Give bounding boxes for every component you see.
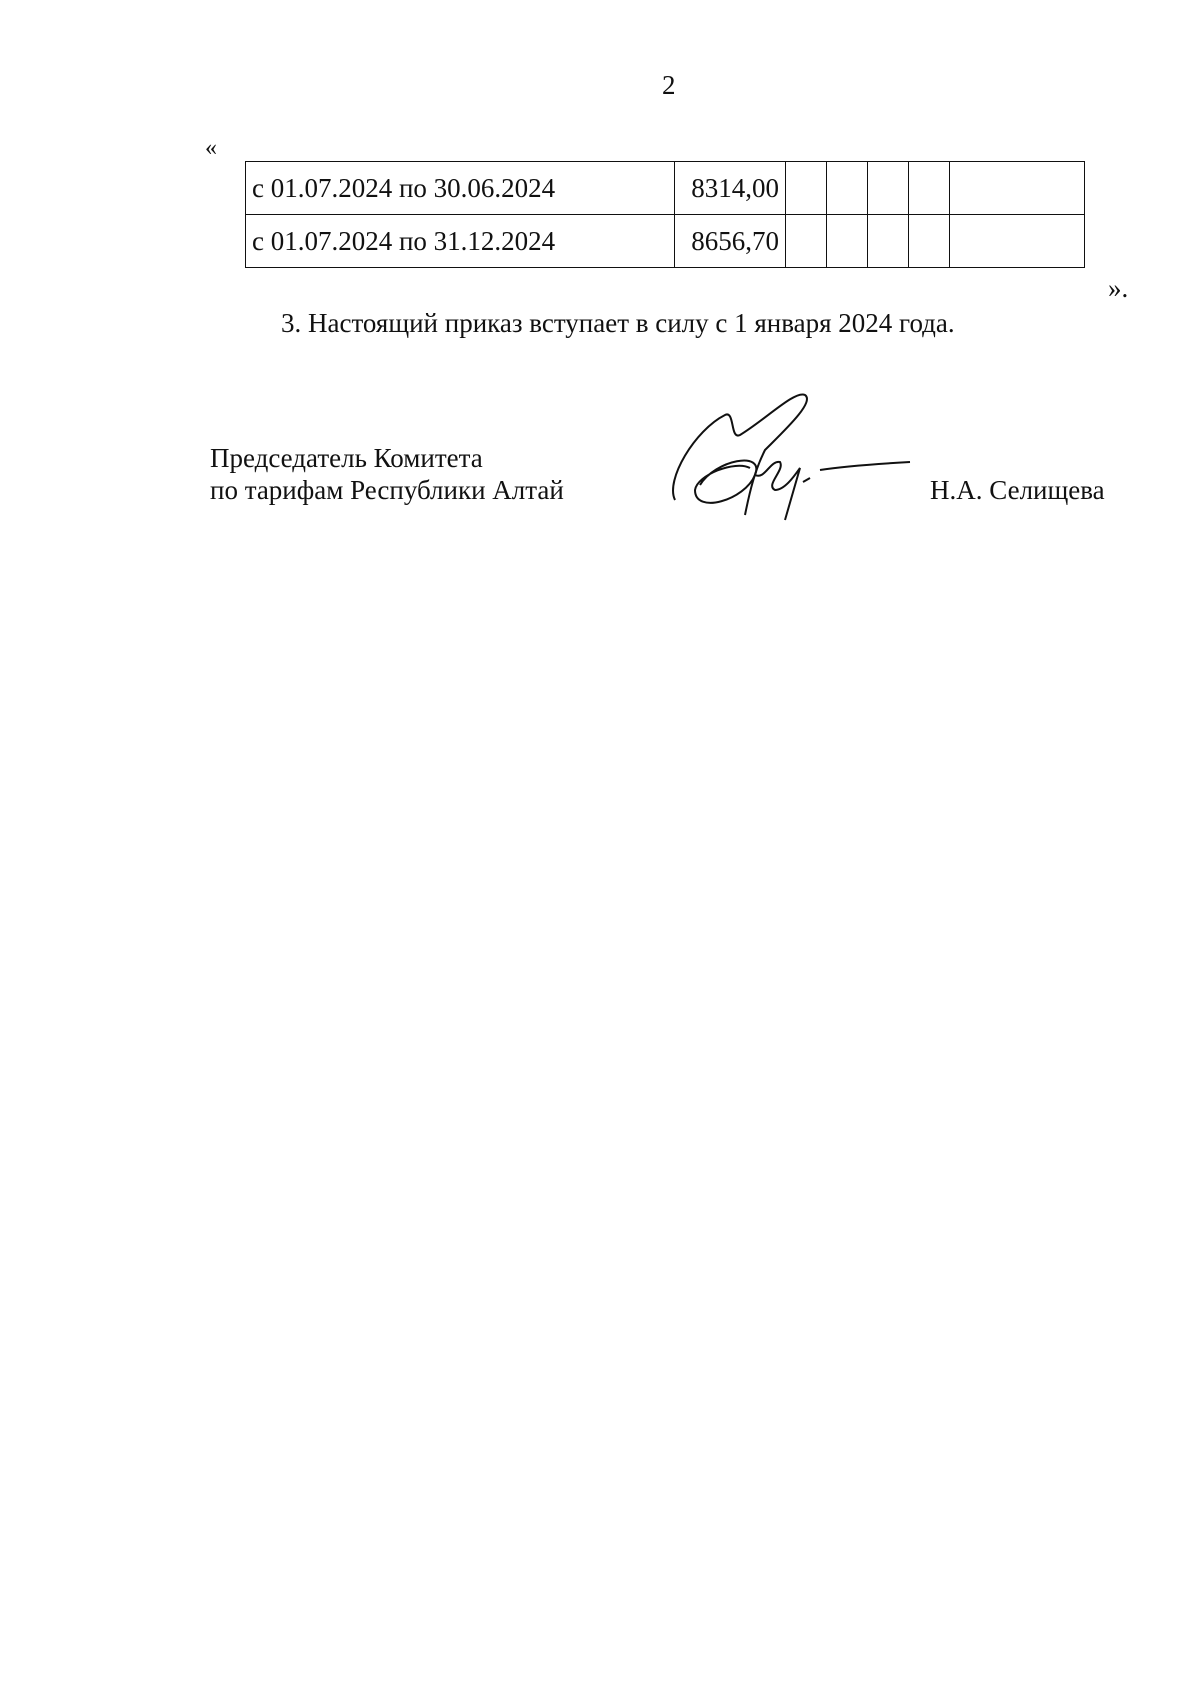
value-cell: 8314,00 <box>675 162 786 215</box>
signer-name: Н.А. Селищева <box>930 475 1105 505</box>
closing-quote: ». <box>1108 273 1129 303</box>
signer-position-line2: по тарифам Республики Алтай <box>210 475 564 505</box>
handwritten-signature <box>655 390 915 530</box>
empty-cell <box>868 162 909 215</box>
empty-cell <box>909 215 950 268</box>
empty-cell <box>827 162 868 215</box>
empty-cell <box>950 162 1085 215</box>
page-number: 2 <box>662 70 676 100</box>
empty-cell <box>786 215 827 268</box>
opening-quote: « <box>205 135 217 161</box>
empty-cell <box>827 215 868 268</box>
clause-text: 3. Настоящий приказ вступает в силу с 1 января 2024 года. <box>281 308 955 338</box>
empty-cell <box>786 162 827 215</box>
period-cell: с 01.07.2024 по 31.12.2024 <box>246 215 675 268</box>
tariff-table <box>245 161 1085 268</box>
signer-position-line1: Председатель Комитета <box>210 443 483 473</box>
empty-cell <box>950 215 1085 268</box>
period-cell: с 01.07.2024 по 30.06.2024 <box>246 162 675 215</box>
value-cell: 8656,70 <box>675 215 786 268</box>
empty-cell <box>909 162 950 215</box>
table-row <box>246 215 1085 268</box>
empty-cell <box>868 215 909 268</box>
table-row <box>246 162 1085 215</box>
